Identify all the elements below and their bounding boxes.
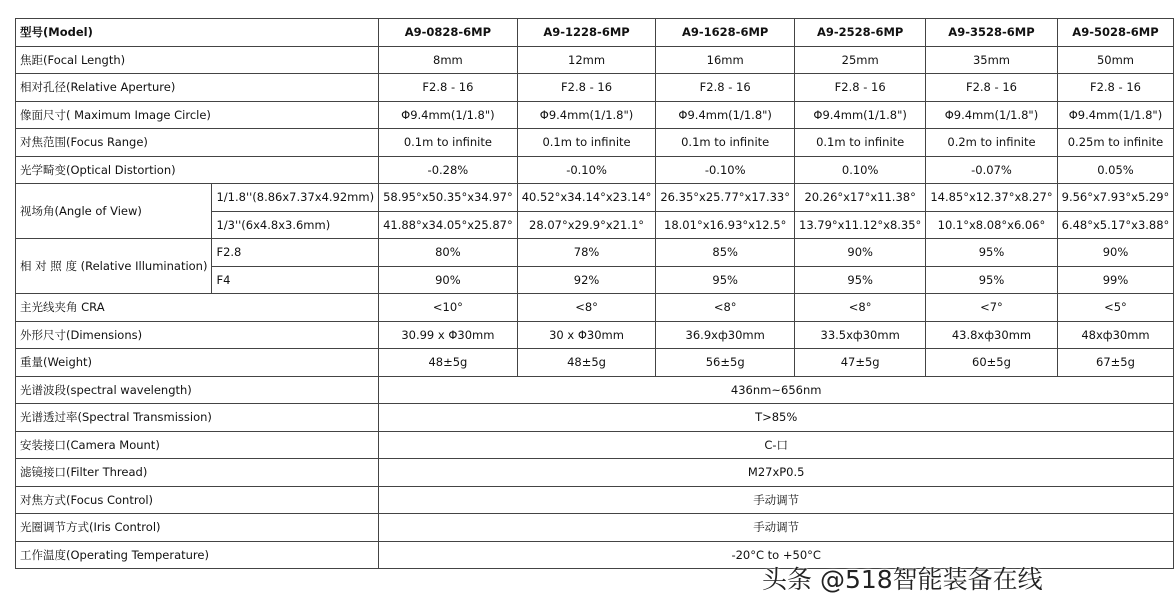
value-cell: 13.79°x11.12°x8.35°	[795, 211, 926, 239]
row-label: 焦距(Focal Length)	[16, 46, 379, 74]
header-label: 型号(Model)	[16, 19, 379, 47]
value-cell: 436nm~656nm	[379, 376, 1174, 404]
value-cell: 41.88°x34.05°x25.87°	[379, 211, 518, 239]
value-cell: -0.28%	[379, 156, 518, 184]
model-header: A9-3528-6MP	[926, 19, 1057, 47]
sub-label: F4	[212, 266, 379, 294]
value-cell: 33.5xф30mm	[795, 321, 926, 349]
value-cell: 9.56°x7.93°x5.29°	[1057, 184, 1174, 212]
row-label: 安装接口(Camera Mount)	[16, 431, 379, 459]
value-cell: 0.1m to infinite	[656, 129, 795, 157]
model-header: A9-2528-6MP	[795, 19, 926, 47]
sub-label: 1/1.8''(8.86x7.37x4.92mm)	[212, 184, 379, 212]
row-label: 视场角(Angle of View)	[16, 184, 212, 239]
row-label: 光谱透过率(Spectral Transmission)	[16, 404, 379, 432]
table-row	[16, 321, 1174, 349]
value-cell: F2.8 - 16	[1057, 74, 1174, 102]
table-row	[16, 514, 1174, 542]
table-row	[16, 239, 1174, 267]
table-row	[16, 19, 1174, 47]
value-cell: 8mm	[379, 46, 518, 74]
value-cell: 58.95°x50.35°x34.97°	[379, 184, 518, 212]
row-label: 对焦方式(Focus Control)	[16, 486, 379, 514]
table-row	[16, 46, 1174, 74]
value-cell: 0.10%	[795, 156, 926, 184]
value-cell: 67±5g	[1057, 349, 1174, 377]
watermark: 头条 @518智能装备在线	[762, 565, 1043, 594]
value-cell: 90%	[1057, 239, 1174, 267]
value-cell: 78%	[517, 239, 656, 267]
value-cell: 80%	[379, 239, 518, 267]
table-row	[16, 184, 1174, 212]
value-cell: -20°C to +50°C	[379, 541, 1174, 569]
value-cell: 10.1°x8.08°x6.06°	[926, 211, 1057, 239]
value-cell: 16mm	[656, 46, 795, 74]
value-cell: <10°	[379, 294, 518, 322]
value-cell: <7°	[926, 294, 1057, 322]
value-cell: -0.10%	[656, 156, 795, 184]
value-cell: <8°	[656, 294, 795, 322]
value-cell: F2.8 - 16	[517, 74, 656, 102]
value-cell: T>85%	[379, 404, 1174, 432]
value-cell: F2.8 - 16	[379, 74, 518, 102]
value-cell: Φ9.4mm(1/1.8")	[517, 101, 656, 129]
value-cell: 6.48°x5.17°x3.88°	[1057, 211, 1174, 239]
value-cell: 40.52°x34.14°x23.14°	[517, 184, 656, 212]
value-cell: 60±5g	[926, 349, 1057, 377]
value-cell: 35mm	[926, 46, 1057, 74]
table-row	[16, 156, 1174, 184]
value-cell: 手动调节	[379, 486, 1174, 514]
row-label: 主光线夹角 CRA	[16, 294, 379, 322]
value-cell: 95%	[926, 266, 1057, 294]
row-label: 相 对 照 度 (Relative Illumination)	[16, 239, 212, 294]
value-cell: 12mm	[517, 46, 656, 74]
value-cell: F2.8 - 16	[656, 74, 795, 102]
value-cell: 48±5g	[379, 349, 518, 377]
value-cell: 28.07°x29.9°x21.1°	[517, 211, 656, 239]
value-cell: 47±5g	[795, 349, 926, 377]
value-cell: Φ9.4mm(1/1.8")	[379, 101, 518, 129]
table-row	[16, 431, 1174, 459]
value-cell: 0.1m to infinite	[795, 129, 926, 157]
value-cell: 92%	[517, 266, 656, 294]
value-cell: 36.9xф30mm	[656, 321, 795, 349]
row-label: 重量(Weight)	[16, 349, 379, 377]
sub-label: 1/3''(6x4.8x3.6mm)	[212, 211, 379, 239]
model-header: A9-1628-6MP	[656, 19, 795, 47]
model-header: A9-1228-6MP	[517, 19, 656, 47]
row-label: 对焦范围(Focus Range)	[16, 129, 379, 157]
value-cell: 56±5g	[656, 349, 795, 377]
value-cell: <8°	[517, 294, 656, 322]
model-header: A9-5028-6MP	[1057, 19, 1174, 47]
row-label: 光学畸变(Optical Distortion)	[16, 156, 379, 184]
value-cell: 90%	[795, 239, 926, 267]
value-cell: F2.8 - 16	[926, 74, 1057, 102]
table-row	[16, 101, 1174, 129]
value-cell: 0.25m to infinite	[1057, 129, 1174, 157]
value-cell: 0.1m to infinite	[379, 129, 518, 157]
table-row	[16, 459, 1174, 487]
value-cell: 85%	[656, 239, 795, 267]
row-label: 光圈调节方式(Iris Control)	[16, 514, 379, 542]
value-cell: F2.8 - 16	[795, 74, 926, 102]
value-cell: <5°	[1057, 294, 1174, 322]
value-cell: 90%	[379, 266, 518, 294]
table-row	[16, 376, 1174, 404]
value-cell: 0.2m to infinite	[926, 129, 1057, 157]
value-cell: 25mm	[795, 46, 926, 74]
value-cell: Φ9.4mm(1/1.8")	[656, 101, 795, 129]
value-cell: M27xP0.5	[379, 459, 1174, 487]
table-row	[16, 129, 1174, 157]
sub-label: F2.8	[212, 239, 379, 267]
value-cell: 30 x Φ30mm	[517, 321, 656, 349]
value-cell: 18.01°x16.93°x12.5°	[656, 211, 795, 239]
model-header: A9-0828-6MP	[379, 19, 518, 47]
value-cell: 20.26°x17°x11.38°	[795, 184, 926, 212]
value-cell: C-口	[379, 431, 1174, 459]
spec-table	[15, 18, 1174, 569]
row-label: 滤镜接口(Filter Thread)	[16, 459, 379, 487]
value-cell: 48xф30mm	[1057, 321, 1174, 349]
value-cell: 95%	[926, 239, 1057, 267]
table-row	[16, 349, 1174, 377]
table-row	[16, 294, 1174, 322]
value-cell: Φ9.4mm(1/1.8")	[1057, 101, 1174, 129]
row-label: 外形尺寸(Dimensions)	[16, 321, 379, 349]
value-cell: <8°	[795, 294, 926, 322]
value-cell: 14.85°x12.37°x8.27°	[926, 184, 1057, 212]
value-cell: 95%	[656, 266, 795, 294]
row-label: 工作温度(Operating Temperature)	[16, 541, 379, 569]
value-cell: Φ9.4mm(1/1.8")	[926, 101, 1057, 129]
value-cell: 95%	[795, 266, 926, 294]
value-cell: 43.8xф30mm	[926, 321, 1057, 349]
table-row	[16, 486, 1174, 514]
table-row	[16, 404, 1174, 432]
value-cell: 30.99 x Φ30mm	[379, 321, 518, 349]
value-cell: Φ9.4mm(1/1.8")	[795, 101, 926, 129]
value-cell: 手动调节	[379, 514, 1174, 542]
row-label: 相对孔径(Relative Aperture)	[16, 74, 379, 102]
value-cell: 26.35°x25.77°x17.33°	[656, 184, 795, 212]
value-cell: 99%	[1057, 266, 1174, 294]
value-cell: -0.07%	[926, 156, 1057, 184]
value-cell: 0.1m to infinite	[517, 129, 656, 157]
value-cell: 48±5g	[517, 349, 656, 377]
row-label: 光谱波段(spectral wavelength)	[16, 376, 379, 404]
value-cell: 50mm	[1057, 46, 1174, 74]
table-row	[16, 74, 1174, 102]
row-label: 像面尺寸( Maximum Image Circle)	[16, 101, 379, 129]
value-cell: 0.05%	[1057, 156, 1174, 184]
value-cell: -0.10%	[517, 156, 656, 184]
